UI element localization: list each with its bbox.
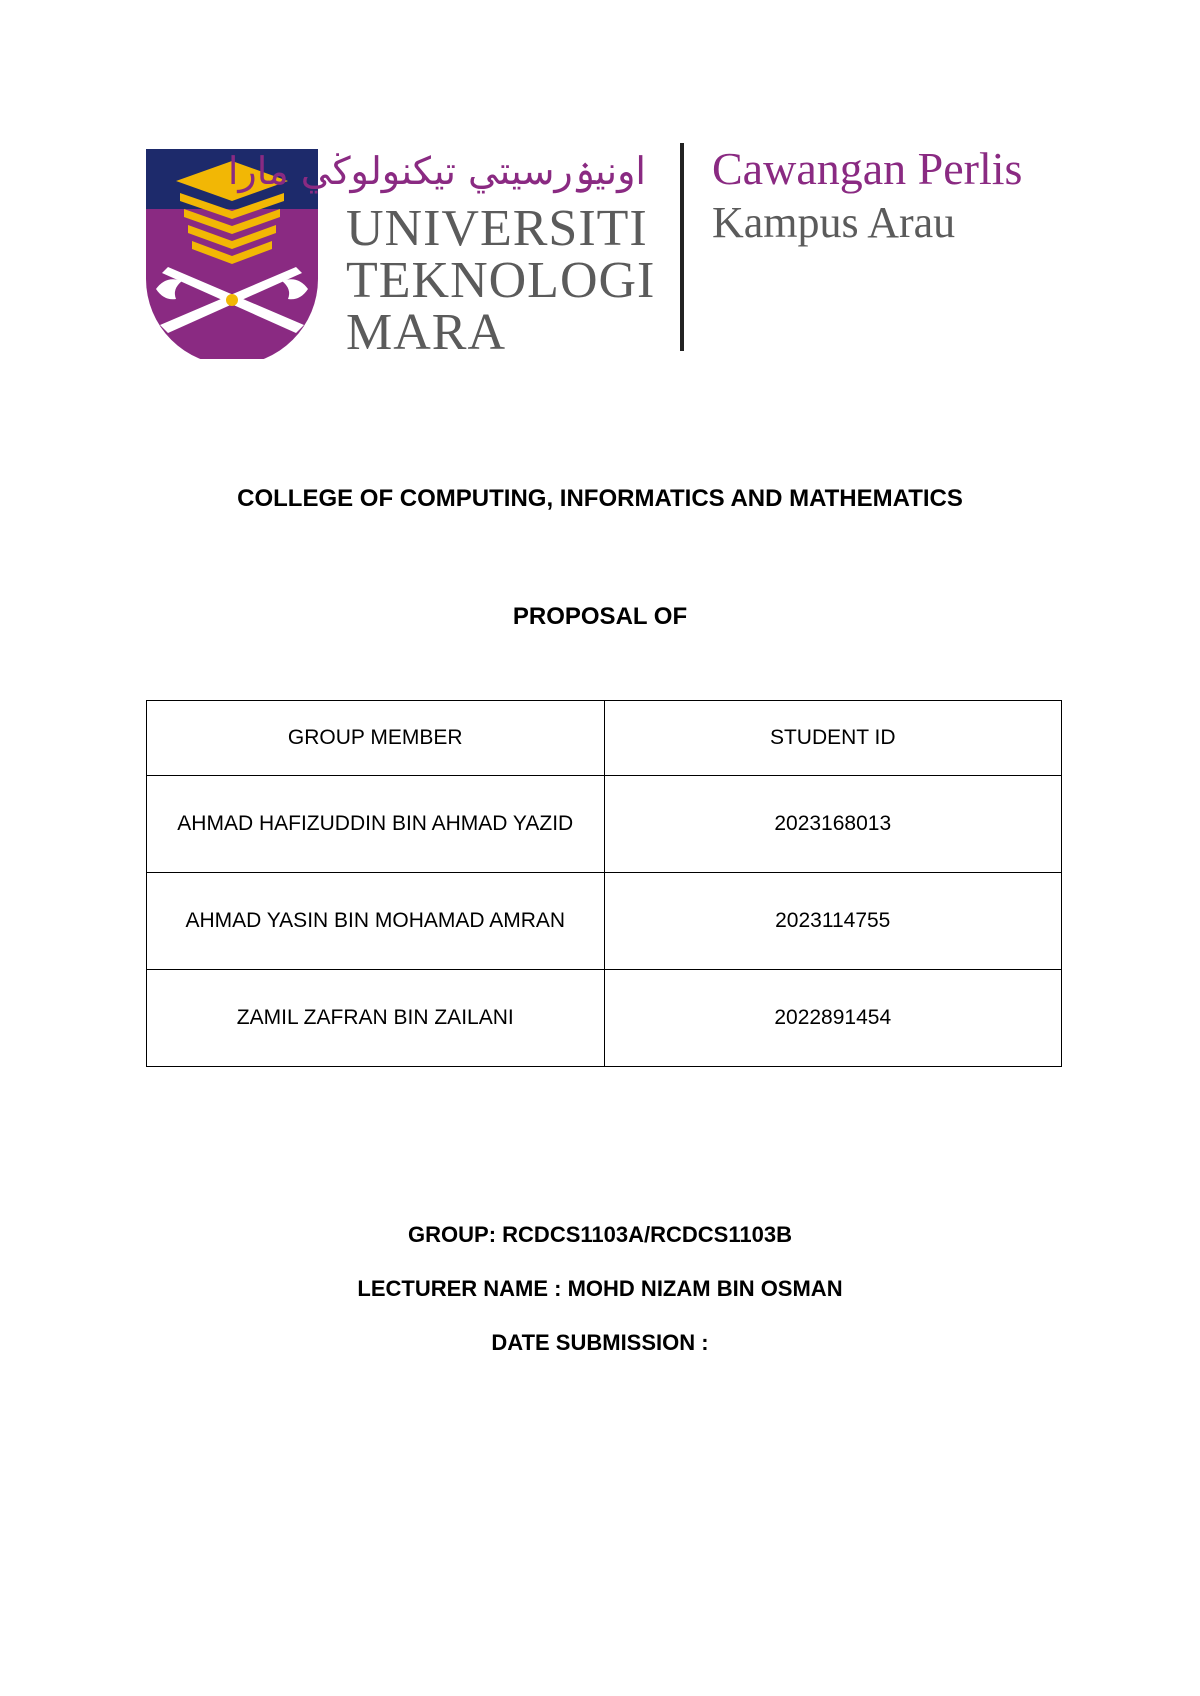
date-submission: DATE SUBMISSION : bbox=[491, 1330, 709, 1355]
lecturer-name: LECTURER NAME : MOHD NIZAM BIN OSMAN bbox=[357, 1276, 843, 1301]
member-id: 2023114755 bbox=[604, 873, 1062, 970]
group-code: GROUP: RCDCS1103A/RCDCS1103B bbox=[408, 1222, 792, 1247]
table-row bbox=[147, 873, 1062, 970]
header-student-id: STUDENT ID bbox=[604, 701, 1062, 776]
wordmark-mara: MARA bbox=[346, 304, 507, 361]
member-id: 2022891454 bbox=[604, 970, 1062, 1067]
member-name: AHMAD HAFIZUDDIN BIN AHMAD YAZID bbox=[147, 776, 605, 873]
proposal-title: PROPOSAL OF bbox=[512, 603, 688, 630]
university-logo bbox=[146, 143, 1066, 361]
member-id: 2023168013 bbox=[604, 776, 1062, 873]
table-row bbox=[147, 970, 1062, 1067]
member-name: ZAMIL ZAFRAN BIN ZAILANI bbox=[147, 970, 605, 1067]
university-wordmark bbox=[227, 143, 656, 361]
table-header-row bbox=[147, 701, 1062, 776]
wordmark-universiti: UNIVERSITI bbox=[346, 200, 648, 257]
table-row bbox=[147, 776, 1062, 873]
kampus-name: Kampus Arau bbox=[712, 198, 956, 247]
header-group-member: GROUP MEMBER bbox=[147, 701, 605, 776]
wordmark-teknologi: TEKNOLOGI bbox=[346, 252, 656, 309]
campus-name bbox=[712, 143, 1022, 251]
logo-divider bbox=[680, 143, 684, 351]
member-name: AHMAD YASIN BIN MOHAMAD AMRAN bbox=[147, 873, 605, 970]
college-title: COLLEGE OF COMPUTING, INFORMATICS AND MATHEMATICS bbox=[237, 485, 963, 512]
jawi-script: اونيۏرسيتي تيكنولوڬي مارا bbox=[227, 149, 646, 193]
branch-name: Cawangan Perlis bbox=[712, 143, 1023, 194]
group-member-table bbox=[146, 700, 1062, 1067]
